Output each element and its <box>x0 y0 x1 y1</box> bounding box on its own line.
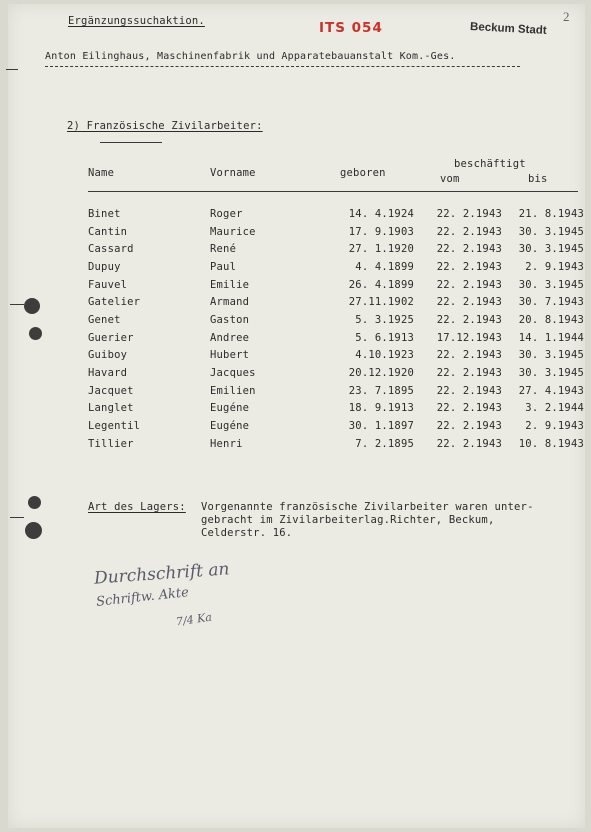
section-title <box>67 120 263 132</box>
cell-vom: 22. 2.1943 <box>436 420 502 433</box>
cell-bis: 14. 1.1944 <box>518 331 584 344</box>
its-label: ITS 054 <box>319 20 383 36</box>
cell-name: Cassard <box>88 243 134 256</box>
cell-name: Guiboy <box>88 349 128 362</box>
camp-line-2: gebracht im Zivilarbeiterlag.Richter, Beckum, <box>201 514 495 526</box>
col-header-vorname: Vorname <box>210 167 256 179</box>
cell-vorname: Hubert <box>210 349 250 362</box>
table-row <box>88 293 584 311</box>
table-row <box>88 364 584 382</box>
col-header-vom: vom <box>440 173 460 185</box>
cell-geboren: 4. 4.1899 <box>355 260 414 273</box>
section-title-text: 2) Französische Zivilarbeiter: <box>67 120 263 132</box>
cell-vom: 22. 2.1943 <box>436 313 502 326</box>
cell-vorname: Andree <box>210 331 250 344</box>
cell-geboren: 20.12.1920 <box>348 367 414 380</box>
margin-tick-2 <box>10 517 24 518</box>
cell-name: Gatelier <box>88 296 141 309</box>
punch-hole-4 <box>25 522 42 539</box>
cell-bis: 2. 9.1943 <box>525 420 584 433</box>
cell-name: Havard <box>88 367 128 380</box>
handwritten-note-line-1: Durchschrift an <box>93 559 231 589</box>
cell-bis: 27. 4.1943 <box>518 384 584 397</box>
cell-vorname: Gaston <box>210 313 250 326</box>
cell-bis: 3. 2.1944 <box>525 402 584 415</box>
table-row <box>88 205 584 223</box>
camp-label: Art des Lagers: <box>88 501 186 513</box>
cell-vom: 22. 2.1943 <box>436 349 502 362</box>
workers-table <box>88 205 584 453</box>
cell-name: Cantin <box>88 225 128 238</box>
cell-vom: 17.12.1943 <box>436 331 502 344</box>
cell-vom: 22. 2.1943 <box>436 207 502 220</box>
cell-bis: 30. 3.1945 <box>518 243 584 256</box>
col-header-beschaeftigt: beschäftigt <box>454 158 526 170</box>
cell-name: Guerier <box>88 331 134 344</box>
table-row <box>88 417 584 435</box>
document-page <box>8 4 585 828</box>
company-name: Anton Eilinghaus, Maschinenfabrik und Apparatebauanstalt Kom.-Ges. <box>45 51 456 62</box>
punch-hole-2 <box>29 327 42 340</box>
table-row <box>88 258 584 276</box>
cell-bis: 2. 9.1943 <box>525 260 584 273</box>
cell-bis: 30. 3.1945 <box>518 278 584 291</box>
table-row <box>88 276 584 294</box>
col-header-geboren: geboren <box>340 167 386 179</box>
location-stamp: Beckum Stadt <box>469 21 547 37</box>
workers-table-body <box>88 205 584 453</box>
cell-bis: 30. 3.1945 <box>518 367 584 380</box>
col-header-bis: bis <box>528 173 548 185</box>
margin-tick-top <box>6 69 18 70</box>
handwritten-note-line-2: Schriftw. Akte <box>95 585 190 610</box>
cell-vom: 22. 2.1943 <box>436 384 502 397</box>
cell-vorname: Emilien <box>210 384 256 397</box>
cell-bis: 30. 3.1945 <box>518 225 584 238</box>
cell-vorname: Eugéne <box>210 402 250 415</box>
cell-geboren: 17. 9.1903 <box>348 225 414 238</box>
cell-vorname: Eugéne <box>210 420 250 433</box>
cell-vorname: Paul <box>210 260 237 273</box>
table-row <box>88 311 584 329</box>
cell-geboren: 5. 3.1925 <box>355 313 414 326</box>
cell-bis: 20. 8.1943 <box>518 313 584 326</box>
cell-bis: 30. 7.1943 <box>518 296 584 309</box>
col-header-name: Name <box>88 167 115 179</box>
cell-geboren: 7. 2.1895 <box>355 437 414 450</box>
cell-vorname: Roger <box>210 207 243 220</box>
cell-geboren: 26. 4.1899 <box>348 278 414 291</box>
document-title: Ergänzungssuchaktion. <box>68 15 205 27</box>
table-row <box>88 382 584 400</box>
cell-bis: 21. 8.1943 <box>518 207 584 220</box>
cell-vorname: Emilie <box>210 278 250 291</box>
section-underline <box>100 142 162 143</box>
company-underline <box>45 66 520 67</box>
cell-geboren: 27. 1.1920 <box>348 243 414 256</box>
table-row <box>88 400 584 418</box>
camp-line-1: Vorgenannte französische Zivilarbeiter waren unter- <box>201 501 534 513</box>
cell-vom: 22. 2.1943 <box>436 243 502 256</box>
cell-vom: 22. 2.1943 <box>436 437 502 450</box>
table-row <box>88 223 584 241</box>
cell-name: Binet <box>88 207 121 220</box>
cell-geboren: 18. 9.1913 <box>348 402 414 415</box>
cell-vom: 22. 2.1943 <box>436 225 502 238</box>
cell-vom: 22. 2.1943 <box>436 260 502 273</box>
cell-name: Legentil <box>88 420 141 433</box>
cell-geboren: 23. 7.1895 <box>348 384 414 397</box>
table-row <box>88 240 584 258</box>
cell-vorname: Jacques <box>210 367 256 380</box>
cell-geboren: 5. 6.1913 <box>355 331 414 344</box>
cell-vorname: René <box>210 243 237 256</box>
cell-name: Fauvel <box>88 278 128 291</box>
cell-bis: 10. 8.1943 <box>518 437 584 450</box>
cell-vom: 22. 2.1943 <box>436 367 502 380</box>
cell-name: Langlet <box>88 402 134 415</box>
table-row <box>88 435 584 453</box>
table-row <box>88 347 584 365</box>
cell-bis: 30. 3.1945 <box>518 349 584 362</box>
punch-hole-1 <box>24 298 40 314</box>
cell-name: Genet <box>88 313 121 326</box>
cell-vorname: Armand <box>210 296 250 309</box>
cell-vorname: Henri <box>210 437 243 450</box>
table-header-rule <box>88 191 578 192</box>
cell-geboren: 4.10.1923 <box>355 349 414 362</box>
cell-name: Tillier <box>88 437 134 450</box>
handwritten-note-line-3: 7/4 Ka <box>175 610 213 629</box>
cell-vom: 22. 2.1943 <box>436 278 502 291</box>
margin-tick-1 <box>10 304 24 305</box>
cell-geboren: 27.11.1902 <box>348 296 414 309</box>
page-number: 2 <box>563 9 570 24</box>
cell-name: Dupuy <box>88 260 121 273</box>
camp-line-3: Celderstr. 16. <box>201 527 293 539</box>
cell-vom: 22. 2.1943 <box>436 296 502 309</box>
table-row <box>88 329 584 347</box>
cell-geboren: 14. 4.1924 <box>348 207 414 220</box>
cell-name: Jacquet <box>88 384 134 397</box>
cell-vorname: Maurice <box>210 225 256 238</box>
cell-vom: 22. 2.1943 <box>436 402 502 415</box>
cell-geboren: 30. 1.1897 <box>348 420 414 433</box>
punch-hole-3 <box>28 496 41 509</box>
